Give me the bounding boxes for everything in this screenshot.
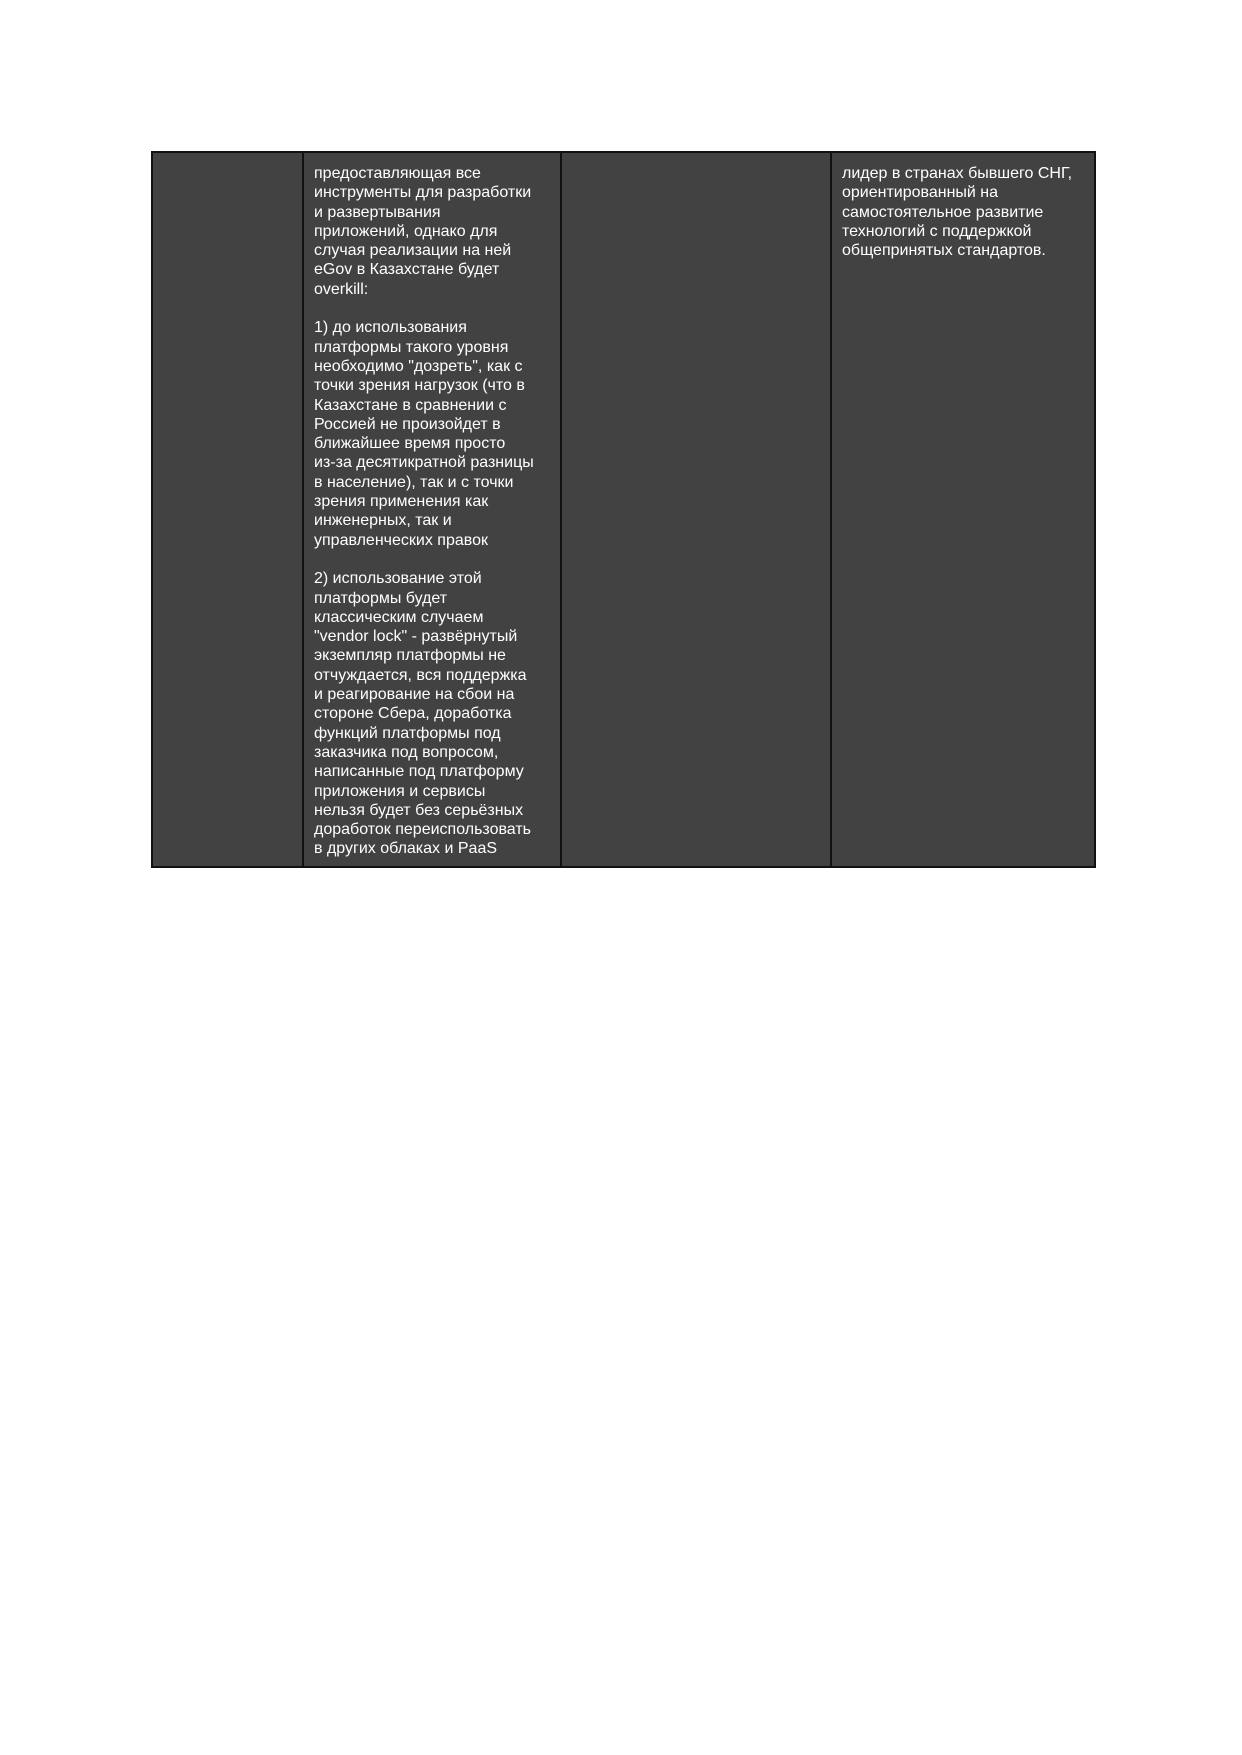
paragraph-vendor: лидер в странах бывшего СНГ, ориентированный на самостоятельное развитие технологий с поддержкой общепринятых стандартов.	[842, 165, 1073, 260]
table-cell-empty-3	[561, 152, 831, 867]
table-cell-platform-description	[303, 152, 561, 867]
paragraph-point-2: 2) использование этой платформы будет классическим случаем "vendor lock" - развёрнутый экземпляр платформы не отчуждается, вся поддержка и реагирование на сбои на стороне Сбера, доработка функций платформы под заказчика под вопросом, написанные под платформу приложения и сервисы нельзя будет без серьёзных доработок переиспользовать в других облаках и PaaS	[314, 570, 531, 858]
paragraph-intro: предоставляющая все инструменты для разработки и развертывания приложений, однако для случая реализации на ней eGov в Казахстане будет overkill:	[314, 165, 532, 298]
table-cell-empty-1	[152, 152, 303, 867]
paragraph-point-1: 1) до использования платформы такого уровня необходимо "дозреть", как с точки зрения нагрузок (что в Казахстане в сравнении с Россией не произойдет в ближайшее время просто из-за десятикратной разницы в население), так и с точки зрения применения как инженерных, так и управленческих правок	[314, 319, 534, 549]
table-row	[152, 152, 1095, 867]
comparison-table	[151, 151, 1096, 868]
table-cell-vendor-description	[831, 152, 1095, 867]
